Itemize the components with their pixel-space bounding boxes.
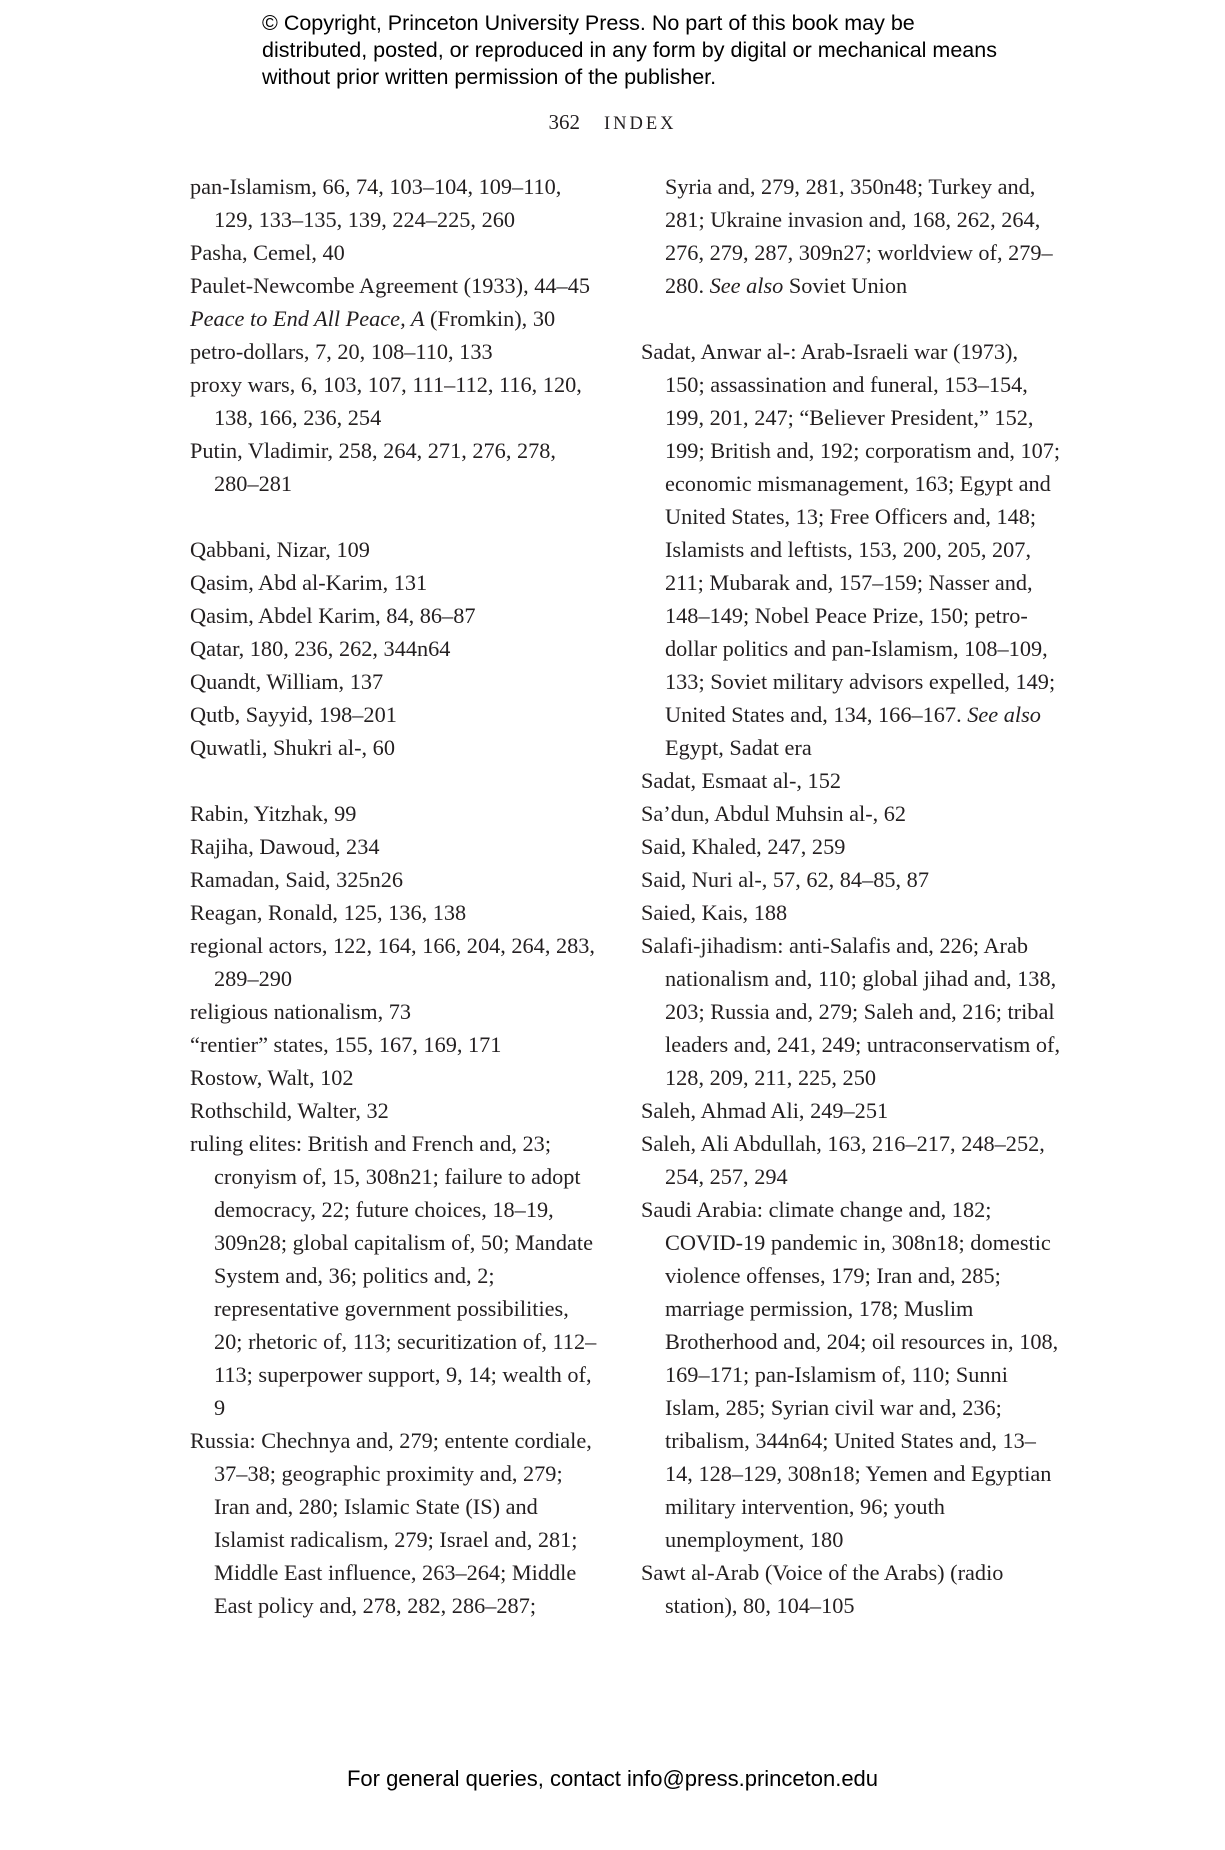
index-entry <box>641 929 1061 1094</box>
entry-text: “rentier” states, 155, 167, 169, 171 <box>190 1032 502 1057</box>
index-entry <box>190 434 600 500</box>
running-head <box>0 110 1225 135</box>
entry-text: Syria and, 279, 281, 350n48; Turkey and, 281; Ukraine invasion and, 168, 262, 264, 276, 279, 287, 309n27; worldview of, 279–280. <box>665 174 1053 298</box>
index-entry <box>190 731 600 764</box>
entry-text: Quandt, William, 137 <box>190 669 384 694</box>
index-entry <box>641 830 1061 863</box>
index-entry <box>641 896 1061 929</box>
entry-text: Putin, Vladimir, 258, 264, 271, 276, 278, 280–281 <box>190 438 556 496</box>
index-entry <box>190 1094 600 1127</box>
page-number: 362 <box>548 110 580 134</box>
entry-text: Saleh, Ali Abdullah, 163, 216–217, 248–252, 254, 257, 294 <box>641 1131 1045 1189</box>
index-entry <box>641 764 1061 797</box>
entry-text: Rabin, Yitzhak, 99 <box>190 801 357 826</box>
letter-group-gap <box>190 764 600 797</box>
entry-text: Qasim, Abd al-Karim, 131 <box>190 570 428 595</box>
entry-text: Saudi Arabia: climate change and, 182; COVID-19 pandemic in, 308n18; domestic violence offenses, 179; Iran and, 285; marriage permission, 178; Muslim Brotherhood and, 204; oil resources in, 108, 169–171; pan-Islamism of, 110; Sunni Islam, 285; Syrian civil war and, 236; tribalism, 344n64; United States and, 13–14, 128–129, 308n18; Yemen and Egyptian military intervention, 96; youth unemployment, 180 <box>641 1197 1059 1552</box>
index-entry <box>190 533 600 566</box>
entry-text: Ramadan, Said, 325n26 <box>190 867 404 892</box>
entry-text: Sa’dun, Abdul Muhsin al-, 62 <box>641 801 907 826</box>
entry-title-italic: Peace to End All Peace, A <box>190 306 425 331</box>
index-entry <box>190 863 600 896</box>
entry-text: Rothschild, Walter, 32 <box>190 1098 389 1123</box>
entry-text: religious nationalism, 73 <box>190 999 412 1024</box>
index-entry <box>190 830 600 863</box>
index-entry <box>190 170 600 236</box>
index-entry <box>641 1127 1061 1193</box>
entry-text: Said, Nuri al-, 57, 62, 84–85, 87 <box>641 867 929 892</box>
contact-footer: For general queries, contact info@press.princeton.edu <box>346 1766 879 1791</box>
copyright-notice: © Copyright, Princeton University Press. No part of this book may be distributed, posted, or reproduced in any form by digital or mechanical means without prior written permission of the publisher. <box>262 11 997 89</box>
entry-text: Qasim, Abdel Karim, 84, 86–87 <box>190 603 476 628</box>
index-column-left <box>190 170 600 1622</box>
index-entry <box>190 269 600 302</box>
index-entry <box>190 1424 600 1622</box>
index-entry <box>641 1094 1061 1127</box>
see-also-target: Egypt, Sadat era <box>665 735 812 760</box>
index-entry <box>190 1061 600 1094</box>
index-entry <box>190 665 600 698</box>
entry-text: Said, Khaled, 247, 259 <box>641 834 846 859</box>
index-entry <box>190 797 600 830</box>
entry-text: Saleh, Ahmad Ali, 249–251 <box>641 1098 889 1123</box>
index-entry <box>190 368 600 434</box>
index-entry <box>641 797 1061 830</box>
index-entry <box>190 632 600 665</box>
index-entry-continuation <box>641 170 1061 302</box>
index-entry <box>190 1028 600 1061</box>
entry-text: Salafi-jihadism: anti-Salafis and, 226; Arab nationalism and, 110; global jihad and, 138, 203; Russia and, 279; Saleh and, 216; tribal leaders and, 241, 249; untraconservatism of, 128, 209, 211, 225, 250 <box>641 933 1061 1090</box>
index-entry <box>190 302 600 335</box>
index-entry <box>190 335 600 368</box>
entry-text: Quwatli, Shukri al-, 60 <box>190 735 395 760</box>
entry-text: petro-dollars, 7, 20, 108–110, 133 <box>190 339 493 364</box>
index-entry <box>190 1127 600 1424</box>
entry-text: (Fromkin), 30 <box>424 306 556 331</box>
entry-text: Sadat, Anwar al-: Arab-Israeli war (1973), 150; assassination and funeral, 153–154, 199, 201, 247; “Believer President,” 152, 199; British and, 192; corporatism and, 107; economic mismanagement, 163; Egypt and United States, 13; Free Officers and, 148; Islamists and leftists, 153, 200, 205, 207, 211; Mubarak and, 157–159; Nasser and, 148–149; Nobel Peace Prize, 150; petro-dollar politics and pan-Islamism, 108–109, 133; Soviet military advisors expelled, 149; United States and, 134, 166–167. <box>641 339 1061 727</box>
index-entry <box>641 1556 1061 1622</box>
letter-group-gap <box>641 302 1061 335</box>
letter-group-gap <box>190 500 600 533</box>
see-also-target: Soviet Union <box>783 273 908 298</box>
index-entry <box>190 929 600 995</box>
entry-text: Paulet-Newcombe Agreement (1933), 44–45 <box>190 273 590 298</box>
entry-text: Russia: Chechnya and, 279; entente cordiale, 37–38; geographic proximity and, 279; Iran and, 280; Islamic State (IS) and Islamist radicalism, 279; Israel and, 281; Middle East influence, 263–264; Middle East policy and, 278, 282, 286–287; <box>190 1428 592 1618</box>
index-entry <box>190 995 600 1028</box>
index-entry <box>190 236 600 269</box>
entry-text: Sadat, Esmaat al-, 152 <box>641 768 841 793</box>
index-entry <box>641 335 1061 764</box>
entry-text: Sawt al-Arab (Voice of the Arabs) (radio station), 80, 104–105 <box>641 1560 1004 1618</box>
index-entry <box>190 599 600 632</box>
entry-text: regional actors, 122, 164, 166, 204, 264, 283, 289–290 <box>190 933 596 991</box>
entry-text: Saied, Kais, 188 <box>641 900 788 925</box>
index-entry <box>641 863 1061 896</box>
entry-text: Qutb, Sayyid, 198–201 <box>190 702 397 727</box>
entry-text: pan-Islamism, 66, 74, 103–104, 109–110, 129, 133–135, 139, 224–225, 260 <box>190 174 562 232</box>
entry-text: Reagan, Ronald, 125, 136, 138 <box>190 900 467 925</box>
entry-text: Rajiha, Dawoud, 234 <box>190 834 380 859</box>
entry-text: Qabbani, Nizar, 109 <box>190 537 370 562</box>
section-title: INDEX <box>603 114 677 134</box>
entry-text: Pasha, Cemel, 40 <box>190 240 345 265</box>
index-column-right <box>641 170 1061 1622</box>
entry-text: Qatar, 180, 236, 262, 344n64 <box>190 636 451 661</box>
see-also-label: See also <box>967 702 1041 727</box>
entry-text: ruling elites: British and French and, 23; cronyism of, 15, 308n21; failure to adopt democracy, 22; future choices, 18–19, 309n28; global capitalism of, 50; Mandate System and, 36; politics and, 2; representative government possibilities, 20; rhetoric of, 113; securitization of, 112–113; superpower support, 9, 14; wealth of, 9 <box>190 1131 597 1420</box>
index-entry <box>190 566 600 599</box>
entry-text: proxy wars, 6, 103, 107, 111–112, 116, 120, 138, 166, 236, 254 <box>190 372 582 430</box>
index-entry <box>190 896 600 929</box>
index-entry <box>190 698 600 731</box>
index-entry <box>641 1193 1061 1556</box>
see-also-label: See also <box>709 273 784 298</box>
entry-text: Rostow, Walt, 102 <box>190 1065 354 1090</box>
